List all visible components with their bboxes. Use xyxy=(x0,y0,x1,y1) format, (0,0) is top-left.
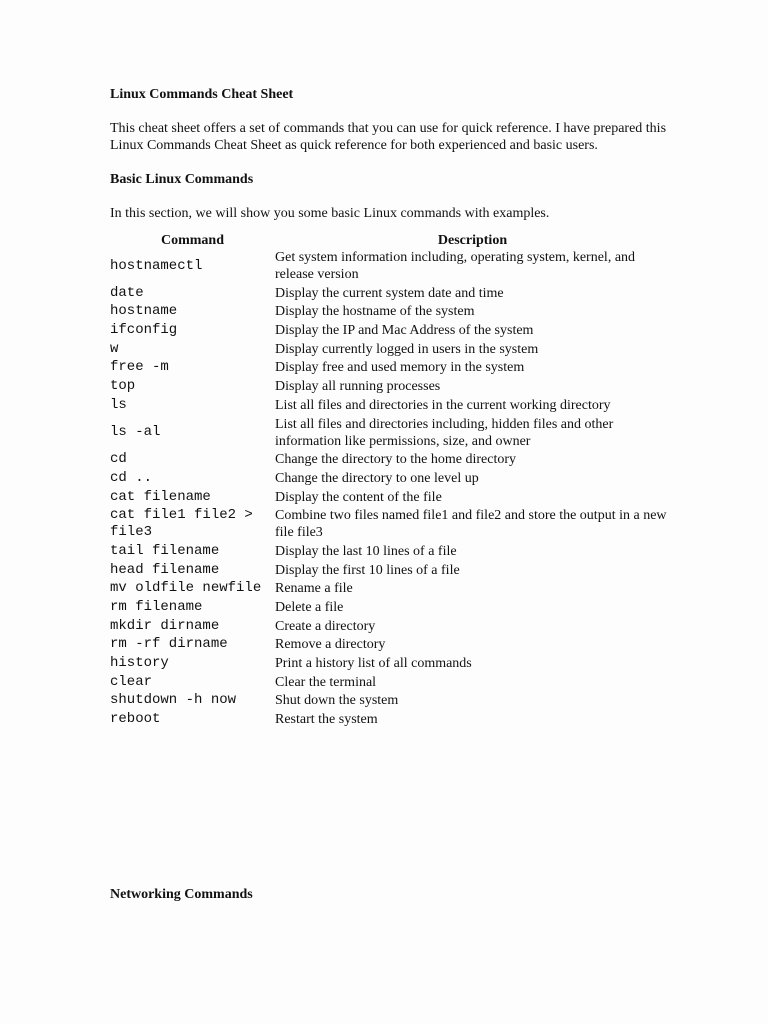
description-cell: Delete a file xyxy=(275,600,344,615)
command-cell: cat filename xyxy=(110,488,211,505)
table-row xyxy=(110,599,670,618)
table-row xyxy=(110,416,670,452)
description-cell: Change the directory to one level up xyxy=(275,470,479,486)
table-header-row xyxy=(110,232,670,249)
description-cell: Remove a directory xyxy=(275,637,386,653)
table-row xyxy=(110,378,670,397)
command-cell: clear xyxy=(110,673,153,690)
command-cell: hostnamectl xyxy=(110,257,203,274)
table-row xyxy=(110,711,670,730)
description-cell: Display the last 10 lines of a file xyxy=(275,543,457,559)
command-cell: history xyxy=(110,655,169,672)
command-column-header: Command xyxy=(160,233,224,248)
table-row xyxy=(110,249,670,285)
description-cell: Display all running processes xyxy=(275,379,441,395)
command-cell: reboot xyxy=(110,711,161,728)
description-cell: Clear the terminal xyxy=(275,674,377,690)
table-row xyxy=(110,451,670,470)
command-cell: head filename xyxy=(110,561,220,578)
description-cell: Print a history list of all commands xyxy=(275,656,472,672)
table-row xyxy=(110,489,670,508)
command-cell: tail filename xyxy=(110,542,220,559)
commands-table-body xyxy=(110,249,670,730)
description-cell: Display the first 10 lines of a file xyxy=(275,562,460,578)
networking-commands-heading: Networking Commands xyxy=(110,887,253,902)
description-cell: Display the current system date and time xyxy=(275,285,504,301)
intro-paragraph: This cheat sheet offers a set of commands that you can use for quick reference. I have prepared this Linux Commands Cheat Sheet as quick reference for both experienced and basic users. xyxy=(110,121,667,153)
command-cell: mv oldfile newfile xyxy=(110,580,262,597)
table-row xyxy=(110,322,670,341)
table-row xyxy=(110,692,670,711)
description-cell: Display the content of the file xyxy=(275,489,442,505)
description-cell: Get system information including, operating system, kernel, and release version xyxy=(275,250,636,282)
description-cell: Combine two files named file1 and file2 and store the output in a new file file3 xyxy=(275,508,667,541)
command-cell: ls -al xyxy=(110,424,161,440)
command-cell: hostname xyxy=(110,303,178,320)
description-cell: Restart the system xyxy=(275,712,378,728)
table-row xyxy=(110,562,670,581)
command-cell: rm filename xyxy=(110,599,203,615)
table-row xyxy=(110,285,670,304)
document-title: Linux Commands Cheat Sheet xyxy=(110,87,294,102)
command-cell: ls xyxy=(110,396,127,413)
description-cell: Change the directory to the home directory xyxy=(275,452,517,468)
table-row xyxy=(110,543,670,562)
command-cell: cd xyxy=(110,451,127,468)
description-cell: Create a directory xyxy=(275,618,376,634)
command-cell: shutdown -h now xyxy=(110,692,237,709)
command-cell: cd .. xyxy=(110,469,153,486)
table-row xyxy=(110,341,670,360)
description-cell: List all files and directories including, hidden files and other information like permissions, size, and owner xyxy=(275,416,614,449)
description-cell: Shut down the system xyxy=(275,693,399,709)
table-row xyxy=(110,507,670,543)
basic-commands-intro: In this section, we will show you some basic Linux commands with examples. xyxy=(110,206,550,221)
command-cell: mkdir dirname xyxy=(110,617,220,634)
command-cell: cat file1 file2 > file3 xyxy=(110,507,253,541)
command-cell: rm -rf dirname xyxy=(110,636,228,653)
description-column-header: Description xyxy=(437,233,508,248)
table-row xyxy=(110,580,670,599)
command-cell: free -m xyxy=(110,359,169,376)
basic-commands-heading: Basic Linux Commands xyxy=(110,172,254,187)
command-cell: top xyxy=(110,378,136,395)
description-cell: Display currently logged in users in the system xyxy=(275,341,539,357)
table-row xyxy=(110,359,670,378)
document-content xyxy=(110,86,670,730)
table-row xyxy=(110,470,670,489)
description-cell: Rename a file xyxy=(275,581,353,597)
description-cell: Display the hostname of the system xyxy=(275,304,475,320)
table-row xyxy=(110,674,670,693)
command-cell: ifconfig xyxy=(110,322,178,339)
table-row xyxy=(110,655,670,674)
description-cell: Display free and used memory in the system xyxy=(275,360,525,376)
table-row xyxy=(110,618,670,637)
table-row xyxy=(110,636,670,655)
command-cell: w xyxy=(110,340,119,357)
command-cell: date xyxy=(110,284,144,301)
description-cell: List all files and directories in the current working directory xyxy=(275,397,611,413)
description-cell: Display the IP and Mac Address of the system xyxy=(275,323,534,339)
table-row xyxy=(110,303,670,322)
commands-table xyxy=(110,232,670,730)
table-row xyxy=(110,397,670,416)
